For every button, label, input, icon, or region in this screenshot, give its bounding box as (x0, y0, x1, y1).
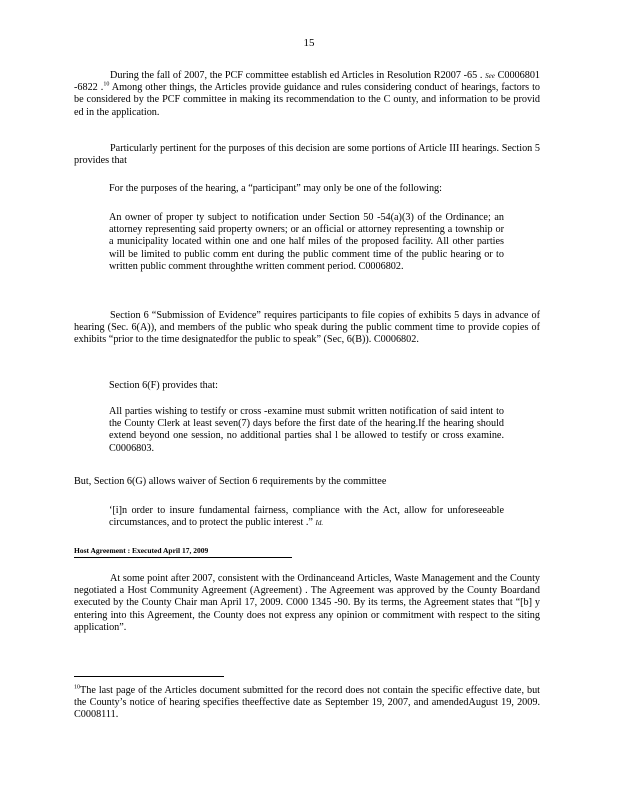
paragraph-section-6f: Section 6(F) provides that: (109, 380, 218, 391)
id-signal: Id. (315, 519, 324, 528)
quote-section-6f: All parties wishing to testify or cross -examine must submit written notification of said intent to the County Clerk at least seven(7) days before the first date of the hearing.If the hearing should extend beyond one session, no additional parties shal l be allowed to testify or cross examine. C0006803. (109, 406, 504, 454)
paragraph-section-6: Section 6 “Submission of Evidence” requires participants to file copies of exhibits 5 days in advance of hearing (Sec. 6(A)), and members of the public who speak during the public comment time to provide copies of exhibits “prior to the time designatedfor the public to speak” (Sec, 6(B)). C0006802. (74, 310, 540, 346)
footnote-mark: 10 (74, 684, 80, 691)
paragraph-articles-text-a: During the fall of 2007, the PCF committee establish ed Articles in Resolution R2007 -65 . (110, 70, 483, 81)
paragraph-section-6g: But, Section 6(G) allows waiver of Section 6 requirements by the committee (74, 476, 387, 487)
footnote-ref-10[interactable]: 10 (103, 81, 110, 88)
quote-section-6g (109, 505, 504, 529)
paragraph-articles-text-c: Among other things, the Articles provide guidance and rules considering conduct of hearings, factors to be considered by the PCF committee in making its recommendation to the C ounty, and information to be provid ed in the application. (74, 82, 541, 118)
paragraph-articles-text-b: C0006801 -6822 . (74, 70, 541, 94)
paragraph-host-agreement: At some point after 2007, consistent with the Ordinanceand Articles, Waste Management and the County negotiated a Host Community Agreement (Agreement) . The Agreement was approved by the County Boardand executed by the County Chair man April 17, 2009. C000 1345 -90. By its terms, the Agreement states that “[b] y entering into this Agreement, the County does not express any opinion or commitment with respect to the siting application”. (74, 573, 540, 633)
quote-participant-body: An owner of proper ty subject to notification under Section 50 -54(a)(3) of the Ordinance; an attorney representing said property owners; or an official or attorney representing a township or a municipality located within one and one half miles of the proposed facility. All other parties will be limited to public comm ent during the public comment time of the public hearing or to written public comment throughthe written comment period. C0006802. (109, 212, 504, 272)
footnote-text: The last page of the Articles document submitted for the record does not contain the specific effective date, but the County’s notice of hearing specifies theeffective date as September 19, 2007, and amendedAugust 19, 2009. C0008111. (74, 685, 540, 721)
section-header-host-agreement: Host Agreement : Executed April 17, 2009 (74, 546, 292, 558)
page-number: 15 (303, 37, 315, 49)
footnote-10 (74, 685, 540, 722)
quote-participant-intro: For the purposes of the hearing, a “participant” may only be one of the following: (109, 183, 442, 194)
paragraph-articles (74, 70, 540, 119)
paragraph-article-iii: Particularly pertinent for the purposes of this decision are some portions of Article III hearings. Section 5 provides that (74, 143, 540, 167)
footnote-divider (74, 676, 224, 677)
see-signal: See (485, 72, 495, 80)
quote-section-6g-text: ‘[i]n order to insure fundamental fairness, compliance with the Act, allow for unforeseeable circumstances, and to protect the public interest .” (109, 505, 504, 529)
